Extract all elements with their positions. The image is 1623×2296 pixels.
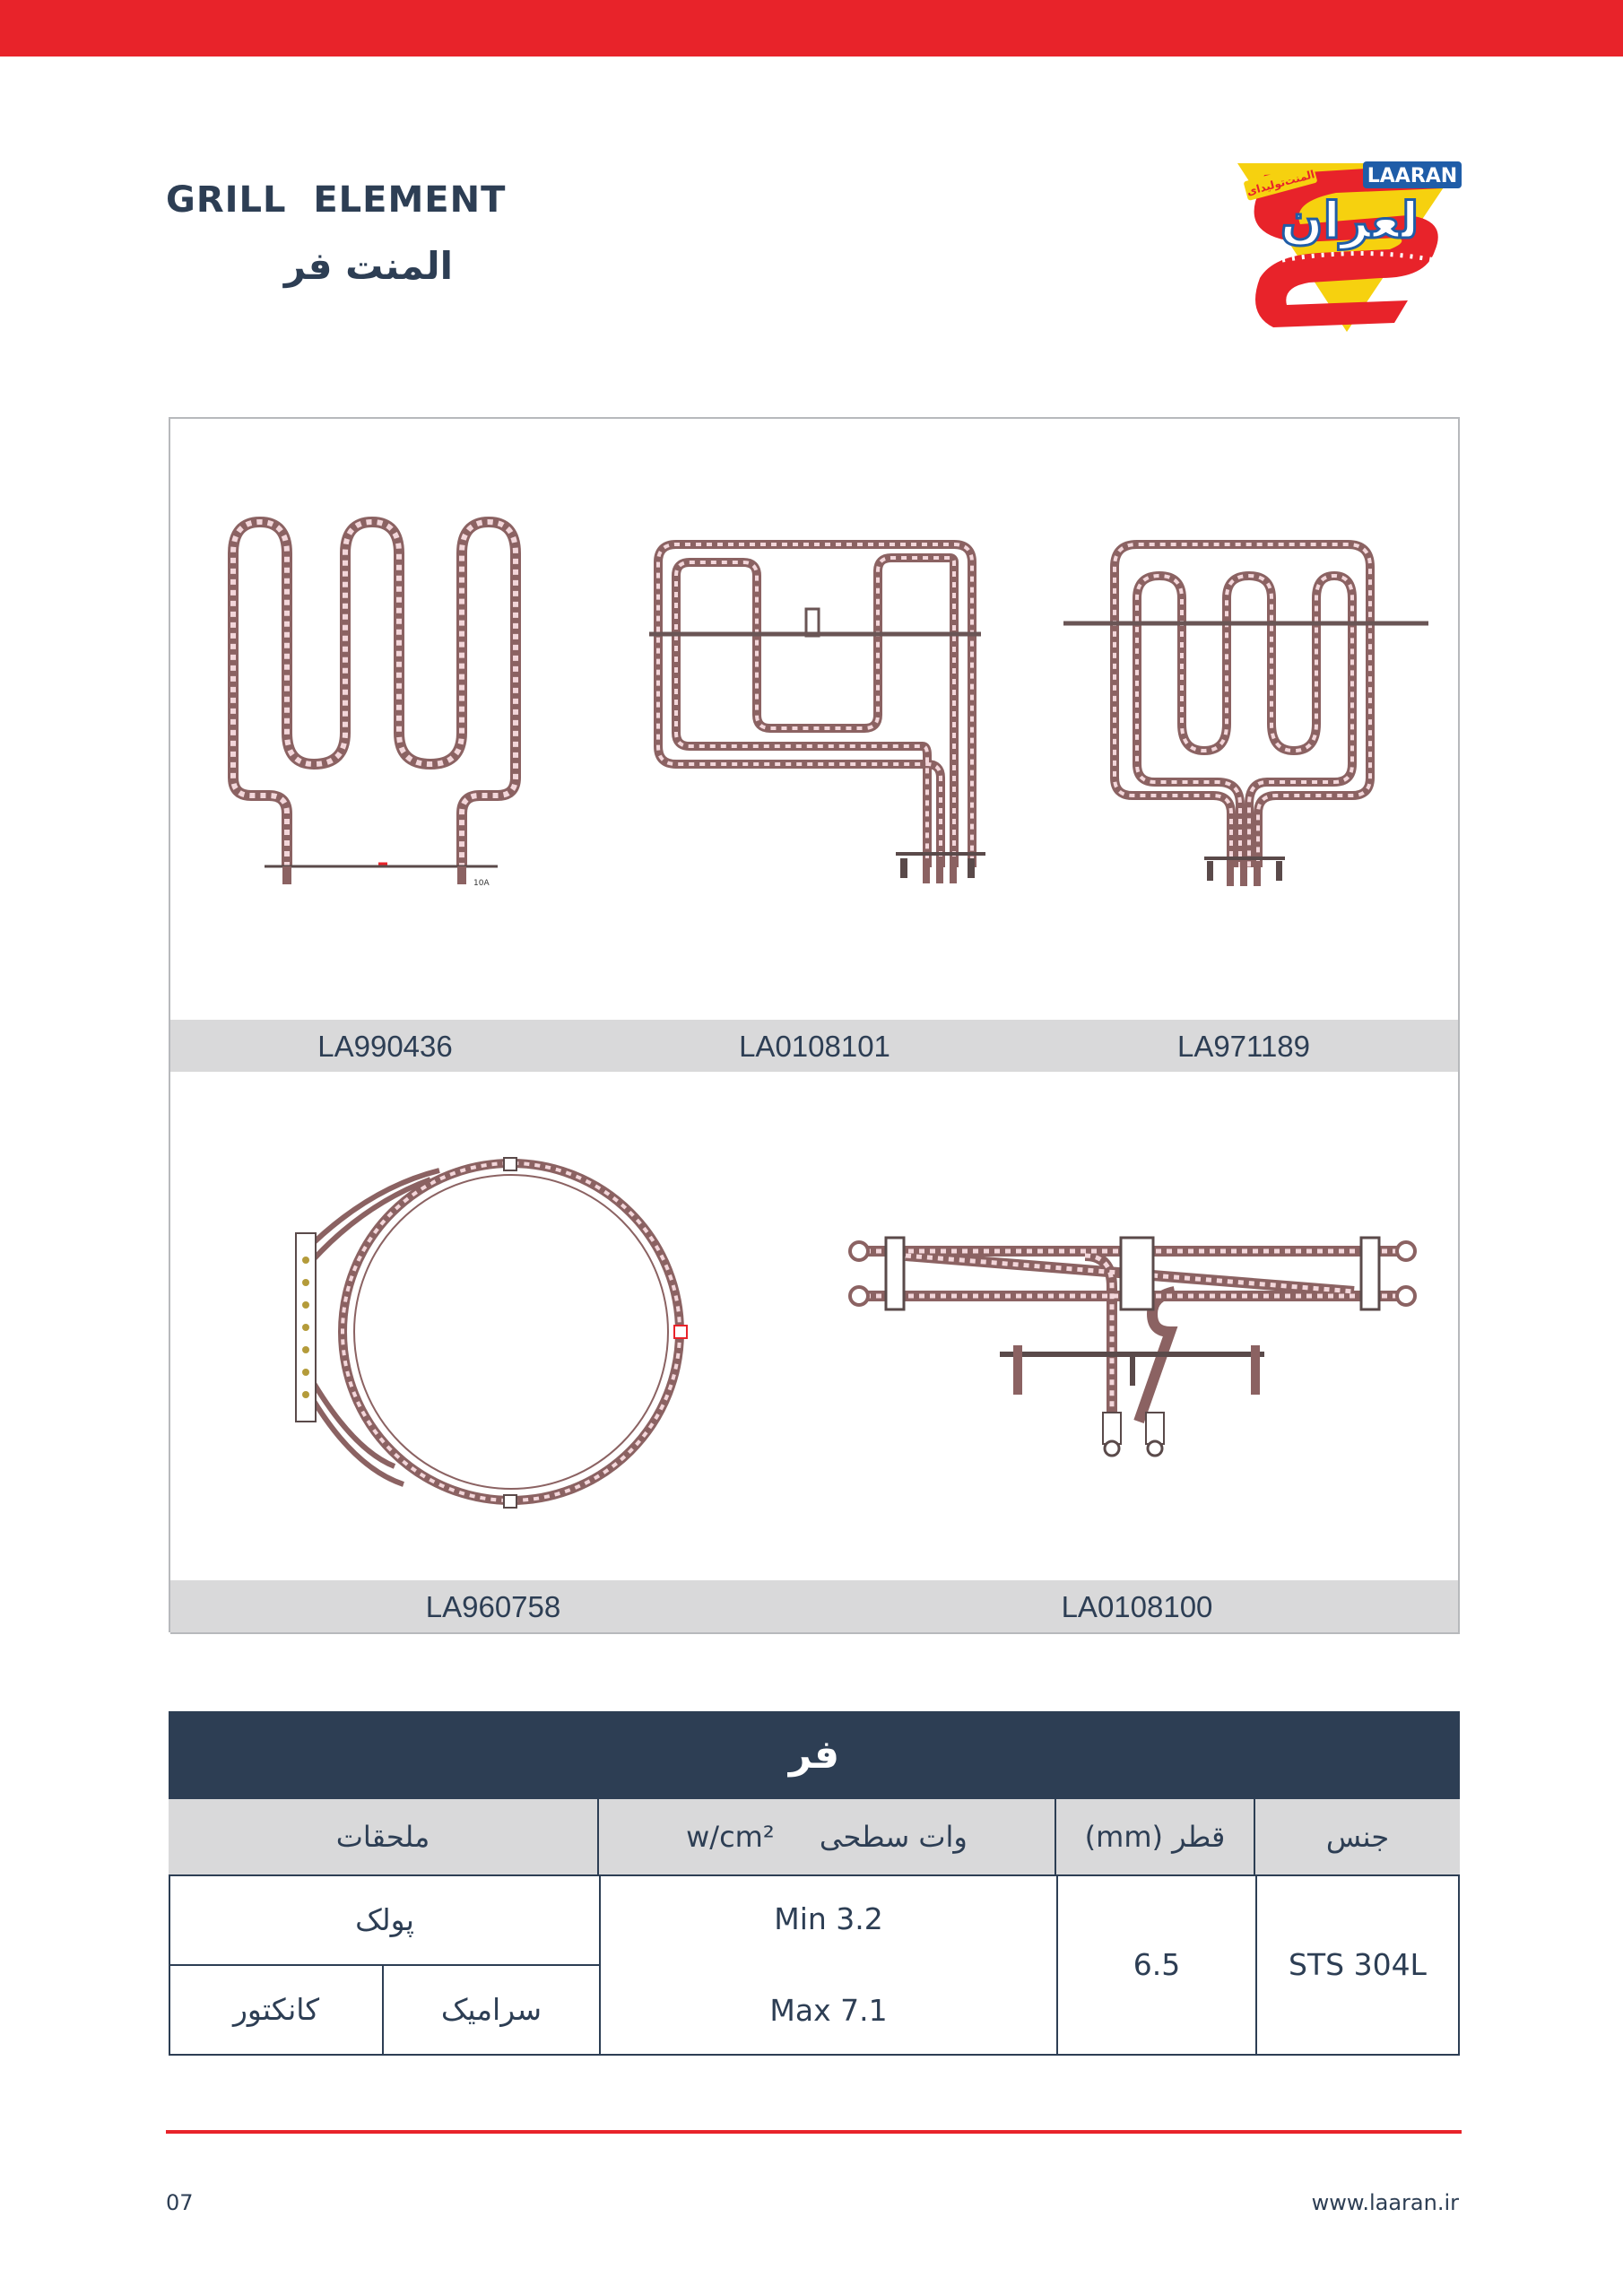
- product-card-la960758: [170, 1072, 818, 1634]
- accessory-poolak: پولک: [169, 1874, 601, 1966]
- laaran-logo: [1228, 152, 1466, 341]
- top-red-bar: [0, 0, 1623, 57]
- round-element-drawing: [170, 1072, 816, 1583]
- product-code: LA971189: [1029, 1020, 1458, 1072]
- product-card-la0108100: [816, 1072, 1460, 1634]
- product-card-la971189: [1029, 419, 1460, 1074]
- website-link[interactable]: www.laaran.ir: [1311, 2190, 1459, 2215]
- header-watt-density: [599, 1799, 1056, 1874]
- product-code: LA0108100: [816, 1580, 1458, 1632]
- header-material: جنس: [1255, 1799, 1460, 1874]
- spec-table: [169, 1711, 1460, 2056]
- watt-min: Min 3.2: [774, 1901, 883, 1936]
- svg-text:المنت‌تولید‌ای: المنت‌تولید‌ای: [1245, 168, 1316, 198]
- accessory-connector: کانکتور: [169, 1964, 384, 2056]
- product-card-la0108101: [600, 419, 1031, 1074]
- page-title-english: GRILL ELEMENT: [166, 179, 507, 221]
- page-number: 07: [166, 2190, 194, 2215]
- table-heading: فر: [169, 1711, 1460, 1799]
- svg-text:لعران: لعران: [1280, 192, 1419, 250]
- grill-element-drawing: [816, 1072, 1458, 1583]
- material-value: STS 304L: [1255, 1874, 1460, 2056]
- grill-element-drawing: [1029, 419, 1458, 1020]
- page-title-persian: المنت فر: [283, 244, 453, 288]
- product-code: LA0108101: [600, 1020, 1029, 1072]
- product-code: LA960758: [170, 1580, 816, 1632]
- svg-text:LAARAN: LAARAN: [1367, 165, 1458, 187]
- header-diameter: قطر (mm): [1056, 1799, 1255, 1874]
- product-code: LA990436: [170, 1020, 600, 1072]
- diameter-value: 6.5: [1056, 1874, 1257, 2056]
- svg-text:10A: 10A: [473, 879, 490, 888]
- product-card-la990436: [170, 419, 602, 1074]
- watt-label: وات سطحی: [819, 1820, 968, 1854]
- grill-element-drawing: [170, 419, 599, 1020]
- grill-element-drawing: [600, 419, 1028, 1020]
- product-grid: [169, 417, 1460, 1632]
- watt-max: Max 7.1: [769, 1993, 888, 2028]
- footer-divider: [166, 2130, 1462, 2134]
- accessory-ceramic: سرامیک: [382, 1964, 601, 2056]
- watt-range-cell: [599, 1874, 1058, 2056]
- header-accessories: ملحقات: [169, 1799, 599, 1874]
- watt-unit: w/cm²: [686, 1820, 775, 1854]
